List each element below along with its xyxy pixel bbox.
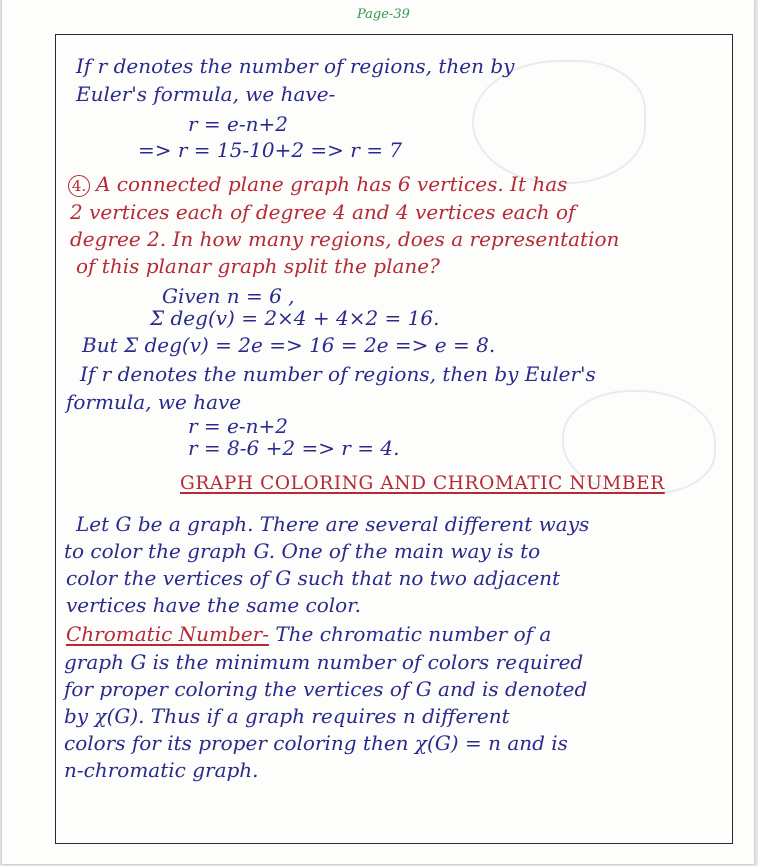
equation-line: r = e-n+2 xyxy=(188,112,288,136)
page-number-label: Page-39 xyxy=(357,7,410,22)
question-text: A connected plane graph has 6 vertices. It has xyxy=(96,172,568,196)
text-line: If r denotes the number of regions, then by Euler's xyxy=(80,362,596,386)
question-line: degree 2. In how many regions, does a representation xyxy=(70,227,620,251)
text-line: colors for its proper coloring then χ(G) = n and is xyxy=(64,731,568,755)
equation-line: Σ deg(v) = 2×4 + 4×2 = 16. xyxy=(150,306,440,330)
text-line: Euler's formula, we have- xyxy=(76,82,336,106)
text-line: graph G is the minimum number of colors required xyxy=(64,650,584,674)
equation-line: Given n = 6 , xyxy=(162,284,295,308)
notebook-page xyxy=(2,0,754,864)
text-line: for proper coloring the vertices of G and is denoted xyxy=(64,677,588,701)
text-line: If r denotes the number of regions, then by xyxy=(76,54,515,78)
text-line: Let G be a graph. There are several different ways xyxy=(76,512,590,536)
question-number-badge: 4. xyxy=(68,175,90,197)
text-line: vertices have the same color. xyxy=(66,593,361,617)
definition-text: The chromatic number of a xyxy=(275,622,552,646)
section-heading: GRAPH COLORING AND CHROMATIC NUMBER xyxy=(180,473,665,494)
text-line: to color the graph G. One of the main way is to xyxy=(64,539,541,563)
text-line: color the vertices of G such that no two adjacent xyxy=(66,566,561,590)
question-line xyxy=(68,172,567,197)
equation-line: => r = 15-10+2 => r = 7 xyxy=(138,138,403,162)
equation-line: But Σ deg(v) = 2e => 16 = 2e => e = 8. xyxy=(82,333,496,357)
text-line: n-chromatic graph. xyxy=(64,758,259,782)
definition-line xyxy=(66,622,551,646)
equation-line: r = 8-6 +2 => r = 4. xyxy=(188,436,400,460)
text-line: formula, we have xyxy=(66,390,242,414)
text-line: by χ(G). Thus if a graph requires n different xyxy=(64,704,510,728)
equation-line: r = e-n+2 xyxy=(188,414,288,438)
question-line: of this planar graph split the plane? xyxy=(76,254,440,278)
question-line: 2 vertices each of degree 4 and 4 vertices each of xyxy=(70,200,576,224)
definition-term: Chromatic Number- xyxy=(66,622,269,646)
